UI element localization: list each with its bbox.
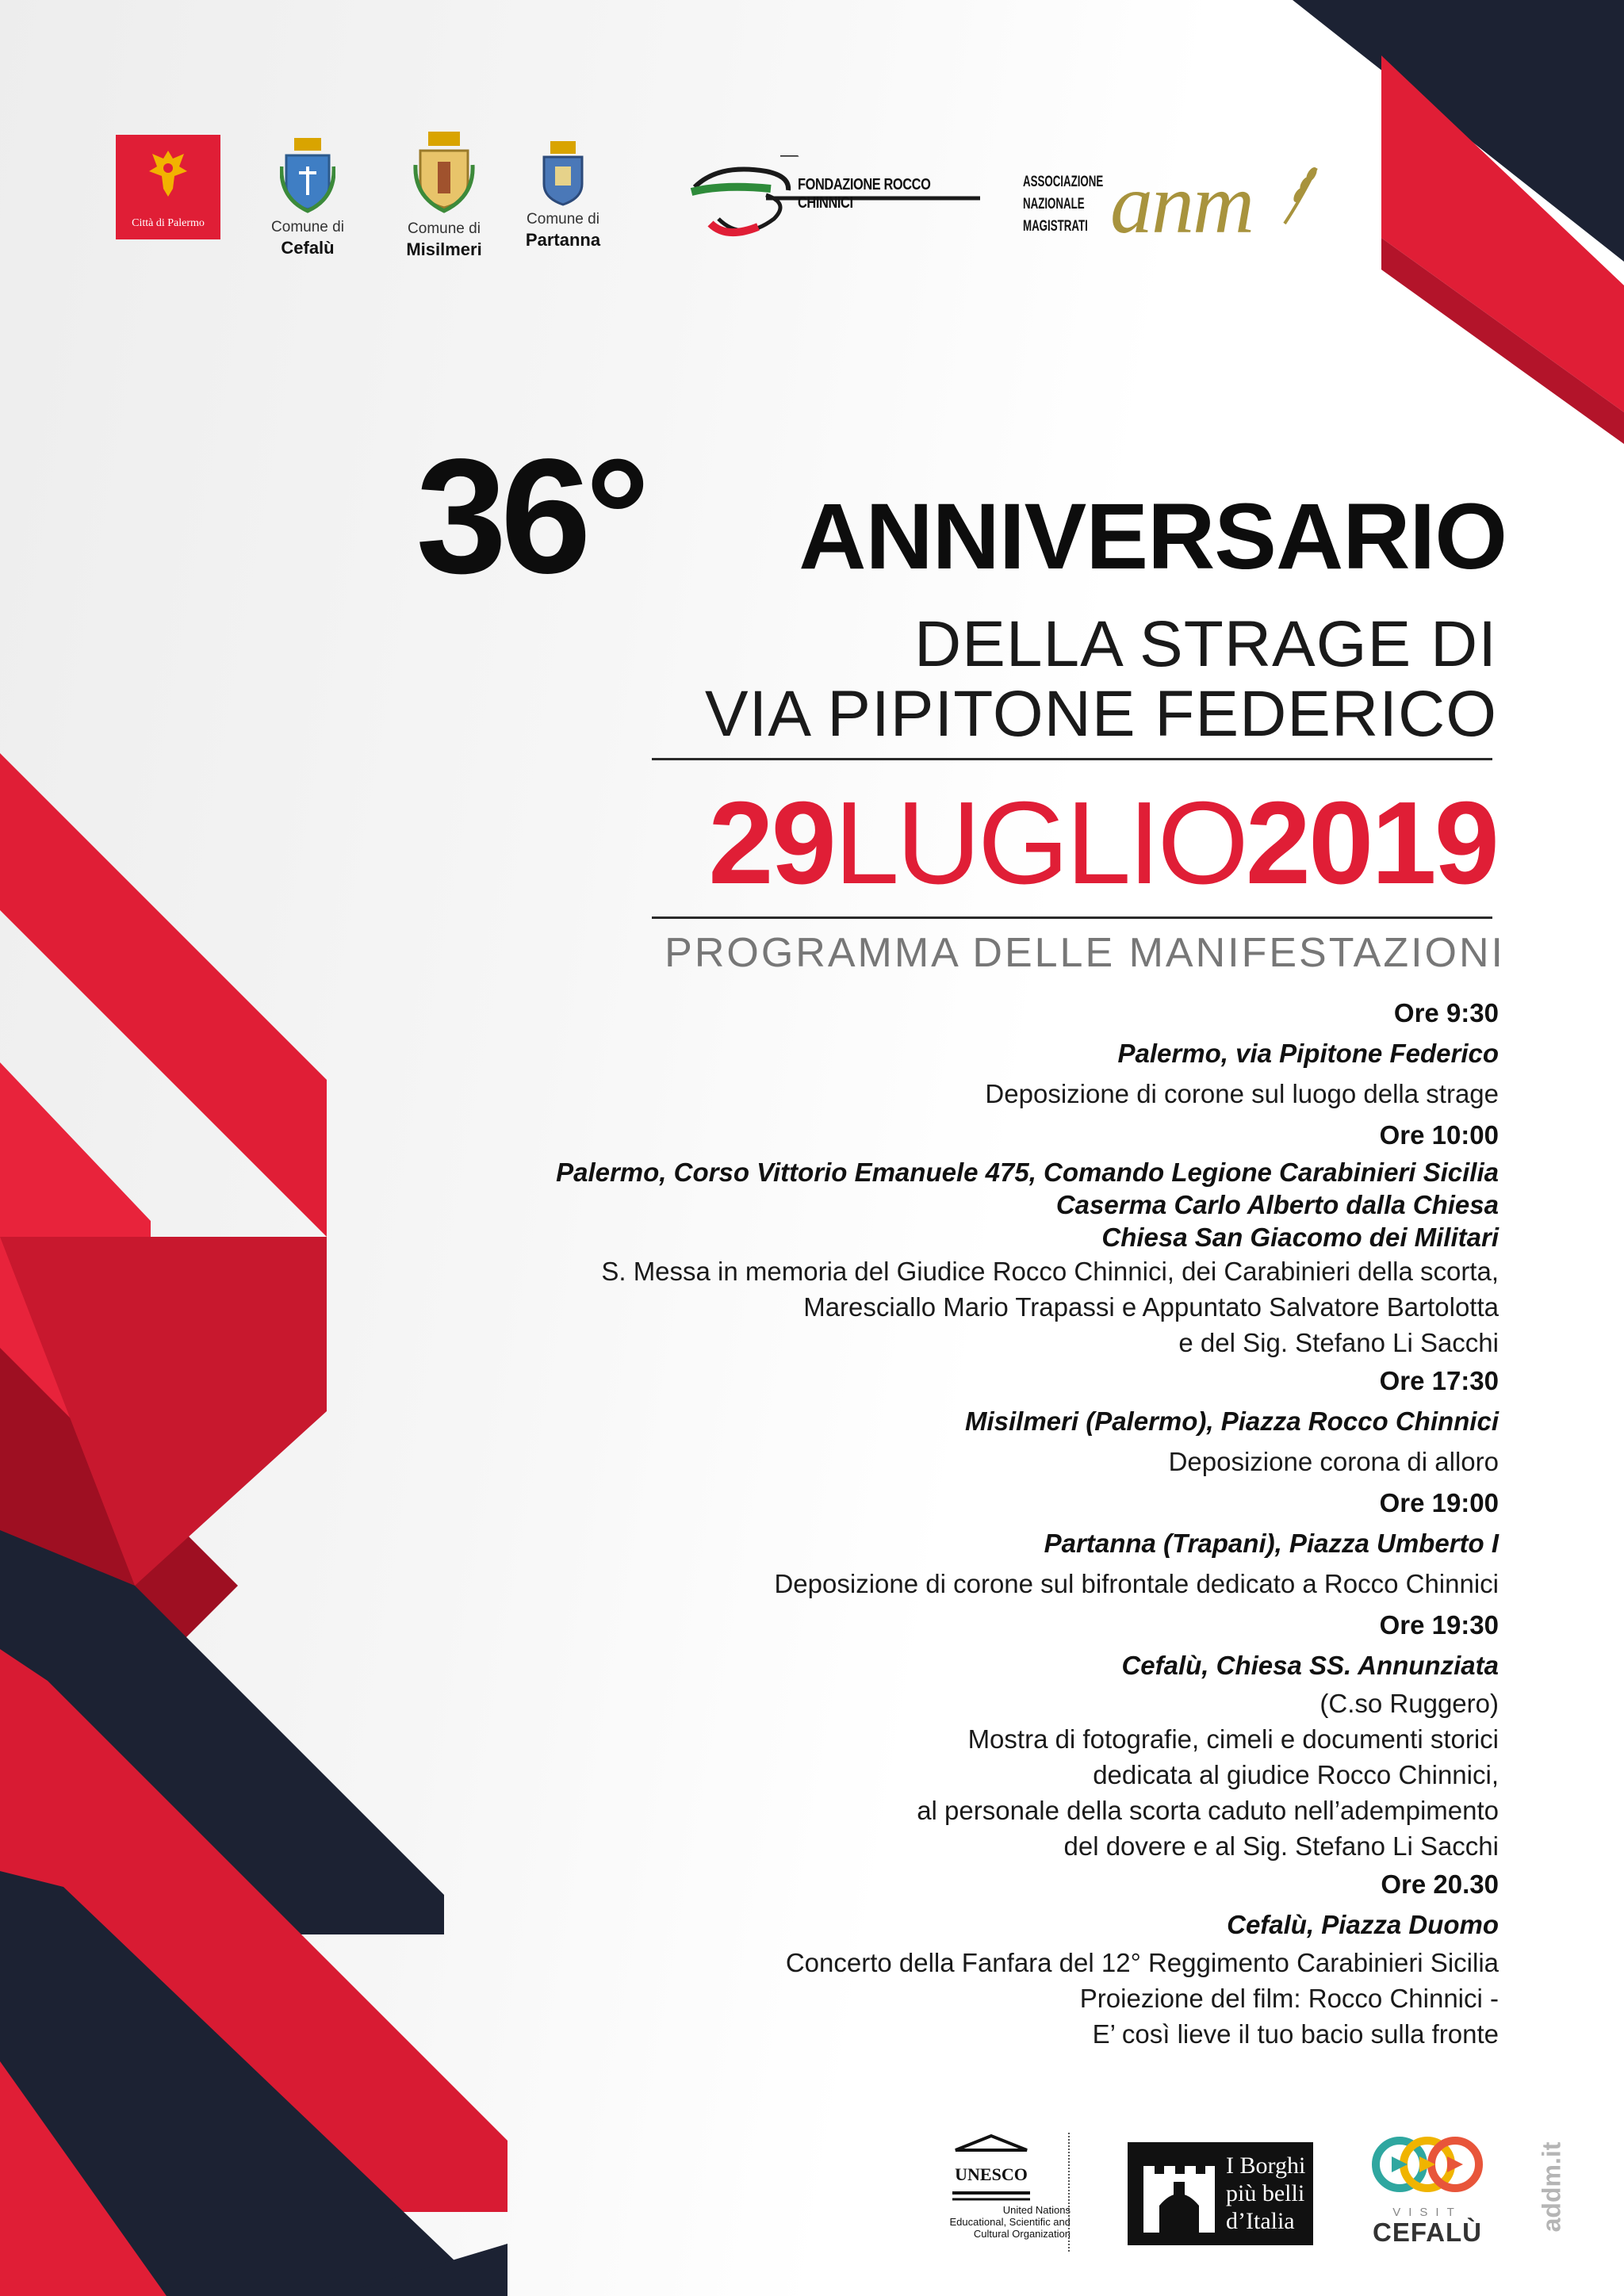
cefalu-crest-icon	[280, 135, 335, 214]
partanna-crest-icon	[541, 140, 585, 206]
misilmeri-logo	[389, 130, 500, 260]
event-description: al personale della scorta caduto nell’adempimento	[917, 1796, 1499, 1825]
fondazione-logo	[687, 155, 980, 251]
eagle-icon	[144, 146, 192, 201]
event-time: Ore 10:00	[1379, 1120, 1499, 1150]
event-description: (C.so Ruggero)	[1320, 1689, 1499, 1718]
event-description: Deposizione di corone sul luogo della strage	[985, 1079, 1499, 1108]
misilmeri-crest-icon	[412, 130, 476, 216]
event-item	[309, 1115, 1499, 1360]
temple-icon	[948, 2133, 1035, 2204]
event-description: Maresciallo Mario Trapassi e Appuntato Salvatore Bartolotta	[803, 1292, 1499, 1322]
event-description: E’ così lieve il tuo bacio sulla fronte	[1092, 2019, 1499, 2049]
event-description: S. Messa in memoria del Giudice Rocco Chinnici, dei Carabinieri della scorta,	[601, 1257, 1499, 1286]
addm-text: addm.it	[1537, 2141, 1566, 2233]
partanna-line2: Partanna	[525, 230, 601, 250]
unesco-caption-2: Educational, Scientific and	[949, 2216, 1071, 2228]
event-time: Ore 9:30	[1393, 998, 1499, 1027]
event-description: Mostra di fotografie, cimeli e documenti storici	[967, 1724, 1499, 1754]
date-month: LUGLIO	[833, 778, 1246, 909]
anm-line3: MAGISTRATI	[1023, 218, 1088, 235]
visit-name: CEFALÙ	[1373, 2218, 1482, 2247]
partanna-line1: Comune di	[527, 211, 599, 228]
event-place: Caserma Carlo Alberto dalla Chiesa	[1055, 1190, 1499, 1219]
borghi-line3: d’Italia	[1226, 2208, 1295, 2234]
fish-rings-icon	[1368, 2125, 1487, 2204]
misilmeri-line1: Comune di	[408, 220, 481, 237]
event-description: Deposizione di corone sul bifrontale dedicato a Rocco Chinnici	[774, 1569, 1499, 1598]
visit-label: VISIT	[1392, 2206, 1462, 2219]
misilmeri-line2: Misilmeri	[406, 239, 482, 259]
event-description: Proiezione del film: Rocco Chinnici -	[1079, 1984, 1499, 2013]
date-year: 2019	[1245, 778, 1497, 909]
anm-line1: ASSOCIAZIONE	[1023, 174, 1104, 190]
anm-mark: anm	[1110, 157, 1253, 251]
palermo-logo	[116, 135, 220, 239]
headline-anniversario: ANNIVERSARIO	[799, 484, 1507, 589]
event-item	[309, 1605, 1499, 1864]
event-item	[309, 1483, 1499, 1605]
unesco-mark: UNESCO	[955, 2164, 1028, 2184]
anniversary-number: 36°	[416, 425, 644, 607]
anm-logo	[1023, 157, 1324, 251]
headline-line1: DELLA STRAGE DI	[914, 608, 1497, 680]
event-description: Concerto della Fanfara del 12° Reggimento Carabinieri Sicilia	[785, 1948, 1499, 1977]
borghi-line2: più belli	[1226, 2180, 1305, 2206]
palermo-caption: Città di Palermo	[132, 217, 205, 229]
cefalu-line2: Cefalù	[281, 238, 335, 258]
borghi-logo	[1128, 2142, 1313, 2245]
event-description: e del Sig. Stefano Li Sacchi	[1178, 1328, 1499, 1357]
divider-top	[652, 758, 1492, 760]
event-description: dedicata al giudice Rocco Chinnici,	[1093, 1760, 1499, 1789]
date-day: 29	[708, 778, 834, 909]
unesco-caption-3: Cultural Organization	[973, 2228, 1071, 2240]
partanna-logo	[508, 140, 619, 251]
unesco-caption-1: United Nations	[1002, 2204, 1071, 2216]
event-place: Cefalù, Piazza Duomo	[1227, 1910, 1499, 1939]
event-place: Cefalù, Chiesa SS. Annunziata	[1121, 1651, 1499, 1680]
event-item	[309, 993, 1499, 1115]
event-place: Misilmeri (Palermo), Piazza Rocco Chinnici	[964, 1406, 1499, 1436]
unesco-logo	[912, 2133, 1071, 2260]
event-time: Ore 17:30	[1379, 1366, 1499, 1395]
event-place: Chiesa San Giacomo dei Militari	[1101, 1223, 1499, 1252]
cefalu-line1: Comune di	[271, 219, 344, 235]
event-time: Ore 19:30	[1379, 1610, 1499, 1640]
program-list	[309, 993, 1499, 2052]
event-item	[309, 1360, 1499, 1483]
event-time: Ore 19:00	[1379, 1488, 1499, 1517]
event-description: del dovere e al Sig. Stefano Li Sacchi	[1063, 1831, 1499, 1861]
fondazione-name: FONDAZIONE ROCCO CHINNICI	[798, 176, 931, 212]
event-date	[708, 778, 1497, 909]
anm-line2: NAZIONALE	[1023, 196, 1085, 212]
wheat-icon	[1277, 163, 1324, 227]
event-description: Deposizione corona di alloro	[1168, 1447, 1499, 1476]
castle-icon	[1136, 2150, 1223, 2237]
borghi-line1: I Borghi	[1226, 2152, 1306, 2179]
unesco-caption	[912, 2204, 1071, 2240]
footer-separator	[1068, 2133, 1070, 2252]
divider-bottom	[652, 916, 1492, 919]
visit-cefalu-logo	[1364, 2125, 1491, 2260]
event-item	[309, 1864, 1499, 2052]
anm-text	[1023, 171, 1103, 238]
cefalu-logo	[252, 135, 363, 258]
event-time: Ore 20.30	[1381, 1869, 1499, 1899]
program-title: PROGRAMMA DELLE MANIFESTAZIONI	[665, 930, 1505, 976]
addm-credit	[1538, 2125, 1594, 2252]
event-place: Palermo, via Pipitone Federico	[1117, 1039, 1499, 1068]
event-place: Partanna (Trapani), Piazza Umberto I	[1044, 1529, 1499, 1558]
borghi-text	[1226, 2152, 1305, 2235]
event-place: Palermo, Corso Vittorio Emanuele 475, Comando Legione Carabinieri Sicilia	[556, 1158, 1499, 1187]
headline-line2: VIA PIPITONE FEDERICO	[704, 678, 1497, 750]
